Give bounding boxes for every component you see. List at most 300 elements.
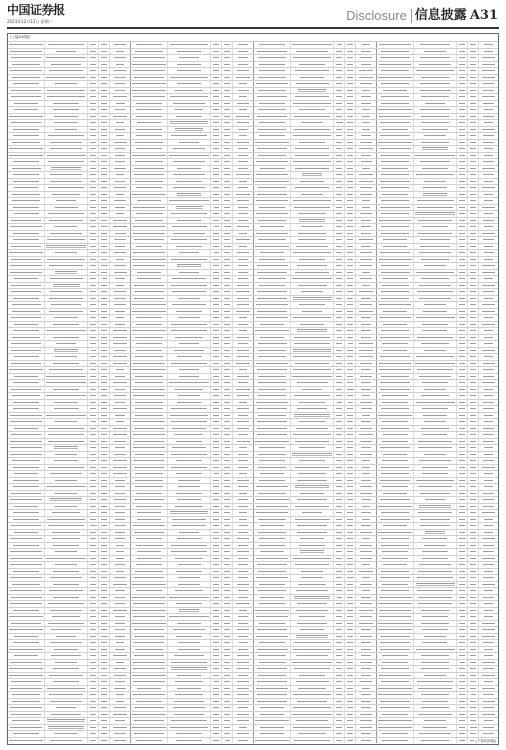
- table-cell: [468, 426, 479, 432]
- text-line: [115, 233, 126, 234]
- text-line: [13, 512, 38, 513]
- table-cell: [414, 595, 457, 601]
- table-cell: [99, 198, 110, 204]
- table-cell: [211, 686, 222, 692]
- table-cell: [377, 244, 414, 250]
- text-line: [336, 272, 342, 273]
- text-line: [362, 285, 371, 286]
- text-line: [347, 363, 353, 364]
- text-line: [224, 603, 231, 604]
- table-cell: [45, 452, 88, 458]
- text-line: [347, 532, 353, 533]
- table-cell: [254, 120, 291, 126]
- table-cell: [222, 439, 233, 445]
- table-cell: [88, 647, 99, 653]
- text-line: [362, 499, 371, 500]
- text-line: [459, 109, 466, 110]
- text-line: [255, 142, 289, 143]
- text-line: [224, 460, 231, 461]
- text-line: [425, 103, 446, 104]
- text-line: [347, 558, 352, 559]
- table-cell: [45, 588, 88, 594]
- text-line: [470, 642, 475, 643]
- table-cell: [479, 445, 498, 451]
- table-cell: [479, 627, 498, 633]
- text-line: [459, 727, 465, 728]
- text-line: [224, 402, 231, 403]
- table-cell: [291, 413, 334, 419]
- text-line: [347, 564, 353, 565]
- text-line: [383, 454, 407, 455]
- table-cell: [334, 257, 345, 263]
- table-cell: [233, 445, 254, 451]
- text-line: [114, 733, 125, 734]
- table-cell: [334, 140, 345, 146]
- table-cell: [377, 159, 414, 165]
- table-cell: [479, 725, 498, 731]
- text-line: [101, 597, 107, 598]
- text-line: [133, 681, 165, 682]
- text-line: [213, 675, 219, 676]
- text-line: [101, 187, 108, 188]
- text-line: [175, 109, 204, 110]
- table-cell: [345, 608, 356, 614]
- table-cell: [88, 55, 99, 61]
- table-cell: [345, 673, 356, 679]
- text-line: [347, 83, 354, 84]
- text-line: [10, 603, 42, 604]
- text-line: [135, 454, 164, 455]
- text-line: [46, 77, 85, 78]
- table-cell: [233, 530, 254, 536]
- table-cell: [479, 393, 498, 399]
- text-line: [482, 636, 496, 637]
- text-line: [136, 538, 162, 539]
- table-cell: [168, 725, 211, 731]
- text-line: [459, 636, 465, 637]
- text-line: [459, 291, 465, 292]
- text-line: [292, 44, 331, 45]
- table-cell: [110, 686, 131, 692]
- text-line: [114, 291, 125, 292]
- table-cell: [99, 491, 110, 497]
- table-cell: [168, 49, 211, 55]
- text-line: [336, 493, 342, 494]
- table-cell: [414, 471, 457, 477]
- text-line: [260, 733, 284, 734]
- table-cell: [222, 725, 233, 731]
- table-cell: [457, 647, 468, 653]
- table-cell: [356, 679, 377, 685]
- table-cell: [211, 283, 222, 289]
- table-cell: [131, 608, 168, 614]
- text-line: [224, 265, 230, 266]
- table-cell: [254, 406, 291, 412]
- table-cell: [468, 491, 479, 497]
- text-line: [11, 681, 42, 682]
- text-line: [459, 480, 466, 481]
- table-cell: [45, 322, 88, 328]
- text-line: [49, 369, 83, 370]
- table-cell: [457, 101, 468, 107]
- text-line: [382, 551, 407, 552]
- table-cell: [131, 666, 168, 672]
- text-line: [237, 694, 248, 695]
- text-line: [336, 545, 343, 546]
- table-cell: [222, 653, 233, 659]
- table-cell: [99, 582, 110, 588]
- table-cell: [479, 257, 498, 263]
- table-cell: [222, 556, 233, 562]
- text-line: [171, 259, 207, 260]
- table-cell: [88, 686, 99, 692]
- table-row: [8, 132, 498, 139]
- table-row: [8, 685, 498, 692]
- text-line: [90, 265, 96, 266]
- table-cell: [131, 380, 168, 386]
- text-line: [90, 226, 96, 227]
- table-cell: [8, 315, 45, 321]
- text-line: [347, 70, 353, 71]
- table-cell: [233, 101, 254, 107]
- text-line: [470, 298, 476, 299]
- table-row: [8, 295, 498, 302]
- table-cell: [131, 341, 168, 347]
- table-cell: [291, 263, 334, 269]
- table-cell: [45, 309, 88, 315]
- text-line: [214, 681, 219, 682]
- table-cell: [356, 608, 377, 614]
- table-cell: [291, 400, 334, 406]
- text-line: [175, 128, 202, 129]
- table-cell: [377, 419, 414, 425]
- text-line: [424, 265, 446, 266]
- text-line: [10, 226, 43, 227]
- text-line: [101, 259, 107, 260]
- table-cell: [356, 257, 377, 263]
- table-cell: [88, 348, 99, 354]
- table-cell: [222, 387, 233, 393]
- text-line: [470, 194, 476, 195]
- text-line: [114, 454, 125, 455]
- text-line: [255, 720, 289, 721]
- text-line: [179, 272, 200, 273]
- table-cell: [457, 270, 468, 276]
- section-divider: [411, 9, 412, 23]
- table-cell: [131, 679, 168, 685]
- text-line: [171, 324, 208, 325]
- text-line: [380, 701, 410, 702]
- text-line: [347, 408, 353, 409]
- table-cell: [254, 328, 291, 334]
- table-cell: [8, 595, 45, 601]
- table-cell: [168, 471, 211, 477]
- text-line: [238, 90, 249, 91]
- table-cell: [233, 322, 254, 328]
- text-line: [134, 733, 164, 734]
- table-cell: [110, 192, 131, 198]
- text-line: [134, 441, 164, 442]
- table-cell: [88, 569, 99, 575]
- text-line: [101, 168, 106, 169]
- table-cell: [168, 614, 211, 620]
- text-line: [418, 447, 453, 448]
- table-cell: [377, 536, 414, 542]
- text-line: [114, 304, 125, 305]
- table-cell: [457, 679, 468, 685]
- text-line: [362, 90, 370, 91]
- table-cell: [88, 731, 99, 737]
- text-line: [347, 376, 352, 377]
- text-line: [115, 616, 126, 617]
- text-line: [382, 714, 408, 715]
- table-cell: [291, 322, 334, 328]
- table-cell: [88, 198, 99, 204]
- text-line: [484, 317, 494, 318]
- table-cell: [414, 523, 457, 529]
- text-line: [171, 551, 207, 552]
- table-cell: [45, 725, 88, 731]
- text-line: [470, 265, 476, 266]
- text-line: [237, 200, 249, 201]
- text-line: [361, 701, 372, 702]
- table-row: [8, 74, 498, 81]
- table-cell: [468, 419, 479, 425]
- text-line: [483, 545, 494, 546]
- text-line: [101, 317, 106, 318]
- table-cell: [254, 62, 291, 68]
- text-line: [9, 675, 42, 676]
- table-cell: [168, 419, 211, 425]
- text-line: [101, 558, 107, 559]
- table-cell: [99, 419, 110, 425]
- text-line: [51, 304, 82, 305]
- text-line: [378, 629, 411, 630]
- table-cell: [88, 445, 99, 451]
- table-cell: [291, 146, 334, 152]
- text-line: [418, 571, 451, 572]
- text-line: [101, 129, 107, 130]
- table-cell: [468, 471, 479, 477]
- text-line: [213, 584, 218, 585]
- table-cell: [356, 276, 377, 282]
- text-line: [137, 519, 162, 520]
- table-cell: [345, 432, 356, 438]
- table-cell: [356, 595, 377, 601]
- table-cell: [414, 348, 457, 354]
- table-row: [8, 119, 498, 126]
- text-line: [134, 720, 164, 721]
- text-line: [238, 623, 247, 624]
- text-line: [459, 116, 464, 117]
- text-line: [101, 44, 108, 45]
- text-line: [459, 402, 464, 403]
- text-line: [361, 649, 371, 650]
- text-line: [224, 512, 231, 513]
- text-line: [239, 330, 248, 331]
- text-line: [471, 694, 476, 695]
- text-line: [259, 70, 285, 71]
- table-cell: [211, 296, 222, 302]
- text-line: [360, 278, 372, 279]
- table-cell: [334, 627, 345, 633]
- text-line: [14, 532, 39, 533]
- table-cell: [457, 595, 468, 601]
- text-line: [13, 239, 39, 240]
- text-line: [298, 233, 327, 234]
- text-line: [134, 174, 163, 175]
- text-line: [224, 610, 230, 611]
- table-cell: [457, 406, 468, 412]
- text-line: [101, 135, 108, 136]
- text-line: [336, 655, 342, 656]
- table-row: [8, 600, 498, 607]
- table-cell: [334, 491, 345, 497]
- table-cell: [479, 244, 498, 250]
- text-line: [459, 668, 465, 669]
- text-line: [134, 499, 164, 500]
- text-line: [336, 532, 343, 533]
- text-line: [11, 623, 41, 624]
- text-line: [336, 259, 342, 260]
- text-line: [257, 194, 286, 195]
- table-cell: [334, 133, 345, 139]
- text-line: [238, 649, 248, 650]
- table-row: [8, 360, 498, 367]
- table-cell: [233, 406, 254, 412]
- table-cell: [99, 315, 110, 321]
- text-line: [116, 194, 125, 195]
- text-line: [101, 291, 106, 292]
- text-line: [470, 681, 477, 682]
- table-cell: [479, 211, 498, 217]
- text-line: [113, 428, 127, 429]
- text-line: [176, 116, 202, 117]
- table-cell: [131, 413, 168, 419]
- table-cell: [168, 205, 211, 211]
- text-line: [50, 498, 83, 499]
- text-line: [336, 291, 342, 292]
- text-line: [361, 51, 370, 52]
- table-cell: [233, 315, 254, 321]
- text-line: [224, 135, 230, 136]
- table-cell: [110, 341, 131, 347]
- table-cell: [8, 731, 45, 737]
- table-cell: [168, 322, 211, 328]
- table-row: [8, 548, 498, 555]
- table-cell: [211, 666, 222, 672]
- table-cell: [88, 315, 99, 321]
- table-cell: [131, 322, 168, 328]
- text-line: [422, 408, 447, 409]
- table-cell: [168, 361, 211, 367]
- text-line: [178, 395, 201, 396]
- table-cell: [8, 309, 45, 315]
- table-cell: [8, 543, 45, 549]
- text-line: [137, 122, 162, 123]
- table-cell: [377, 575, 414, 581]
- text-line: [239, 83, 248, 84]
- table-cell: [110, 283, 131, 289]
- text-line: [115, 311, 124, 312]
- text-line: [459, 103, 465, 104]
- text-line: [336, 584, 341, 585]
- table-cell: [457, 179, 468, 185]
- table-cell: [377, 348, 414, 354]
- table-cell: [110, 582, 131, 588]
- table-cell: [457, 120, 468, 126]
- table-cell: [479, 530, 498, 536]
- text-line: [296, 83, 329, 84]
- table-cell: [99, 666, 110, 672]
- text-line: [213, 532, 219, 533]
- table-cell: [222, 660, 233, 666]
- table-cell: [334, 296, 345, 302]
- text-line: [347, 668, 353, 669]
- table-cell: [479, 497, 498, 503]
- table-cell: [222, 452, 233, 458]
- table-row: [8, 535, 498, 542]
- table-cell: [334, 179, 345, 185]
- text-line: [238, 467, 249, 468]
- table-row: [8, 347, 498, 354]
- text-line: [224, 681, 231, 682]
- table-cell: [479, 413, 498, 419]
- text-line: [336, 701, 343, 702]
- text-line: [236, 603, 249, 604]
- text-line: [347, 200, 352, 201]
- table-cell: [291, 68, 334, 74]
- text-line: [360, 727, 373, 728]
- table-cell: [88, 614, 99, 620]
- table-cell: [254, 380, 291, 386]
- table-cell: [88, 114, 99, 120]
- table-row: [8, 399, 498, 406]
- table-cell: [291, 705, 334, 711]
- table-cell: [99, 354, 110, 360]
- text-line: [380, 649, 411, 650]
- text-line: [379, 304, 411, 305]
- table-cell: [211, 445, 222, 451]
- table-cell: [291, 244, 334, 250]
- table-row: [8, 490, 498, 497]
- text-line: [53, 389, 79, 390]
- table-cell: [334, 42, 345, 48]
- table-cell: [99, 270, 110, 276]
- table-cell: [233, 673, 254, 679]
- table-cell: [222, 348, 233, 354]
- text-line: [10, 688, 42, 689]
- text-line: [133, 233, 166, 234]
- table-cell: [334, 374, 345, 380]
- table-cell: [479, 237, 498, 243]
- table-cell: [233, 660, 254, 666]
- table-row: [8, 691, 498, 698]
- table-cell: [356, 601, 377, 607]
- text-line: [11, 350, 42, 351]
- table-cell: [479, 348, 498, 354]
- table-cell: [345, 120, 356, 126]
- text-line: [172, 525, 207, 526]
- table-row: [8, 431, 498, 438]
- table-row: [8, 405, 498, 412]
- table-cell: [110, 218, 131, 224]
- table-cell: [45, 81, 88, 87]
- text-line: [425, 499, 445, 500]
- text-line: [482, 70, 496, 71]
- text-line: [237, 714, 249, 715]
- table-cell: [45, 361, 88, 367]
